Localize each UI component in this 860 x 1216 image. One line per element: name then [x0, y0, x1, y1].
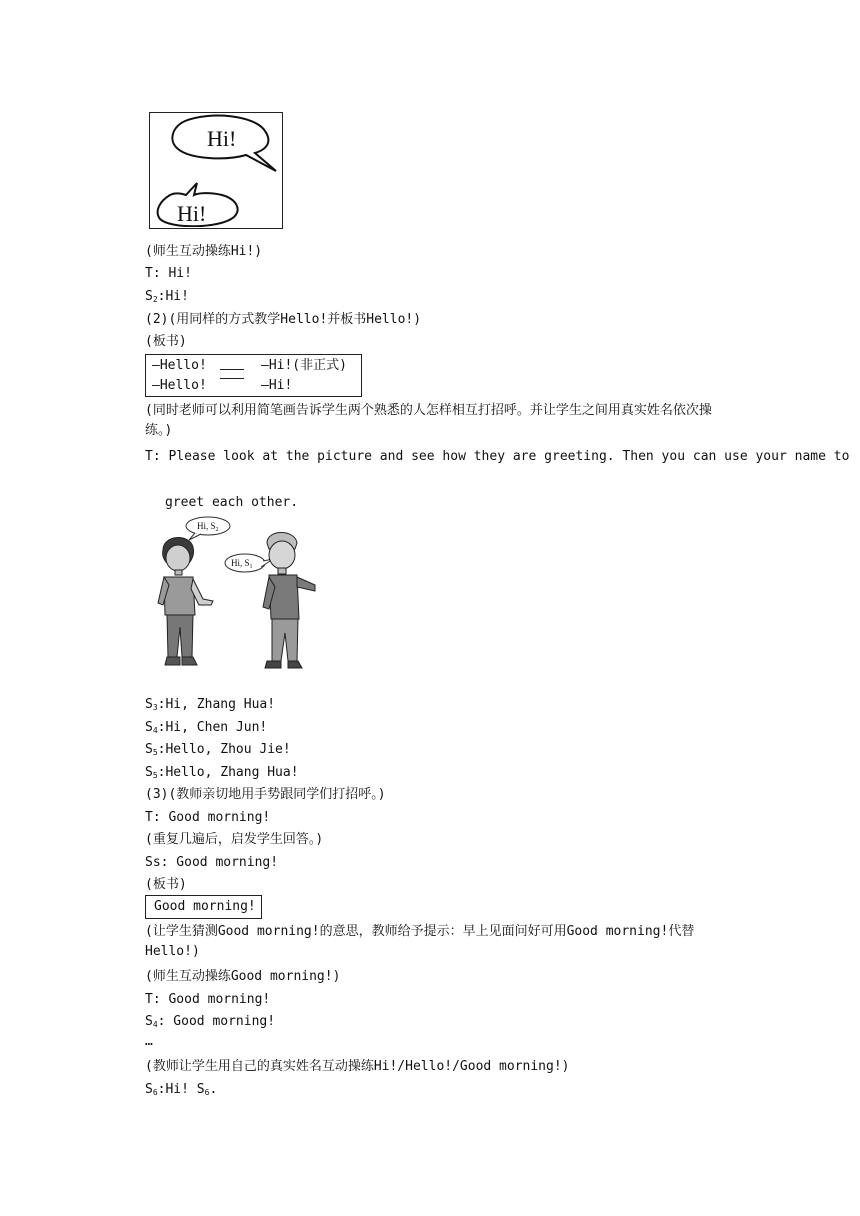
dialogue-line: [145, 287, 189, 310]
speaker: S: [145, 765, 153, 780]
speaker: S: [145, 697, 153, 712]
dialogue-line: [145, 718, 267, 741]
bottom-bubble-text: Hi!: [177, 201, 207, 226]
speaker-subscript: 5: [152, 748, 158, 757]
top-bubble-text: Hi!: [207, 126, 237, 151]
speaker: S: [145, 720, 153, 735]
speaker-subscript: 2: [152, 295, 158, 304]
speaker-subscript: 4: [152, 1020, 158, 1029]
board-row-1-left: —Hello!: [152, 358, 207, 373]
text-line: (重复几遍后，启发学生回答。): [145, 832, 324, 847]
text-line: (板书): [145, 877, 187, 892]
text-line: T: Please look at the picture and see how they are greeting. Then you can use your name to: [145, 449, 850, 464]
left-bubble-text: Hi, $S_2$: [197, 521, 219, 533]
text-line: (教师让学生用自己的真实姓名互动操练Hi!/Hello!/Good morning!): [145, 1059, 570, 1074]
dialogue-line: [145, 1012, 275, 1035]
speaker-subscript: 6: [152, 1088, 158, 1097]
right-bubble-text: Hi, $S_1$: [231, 558, 253, 570]
ellipsis-line: …: [145, 1034, 153, 1049]
speech: :Hello, Zhang Hua!: [157, 765, 299, 780]
speech: :Hello, Zhou Jie!: [157, 742, 291, 757]
speech: :Hi, Chen Jun!: [157, 720, 268, 735]
text-line: (师生互动操练Hi!): [145, 244, 263, 259]
speaker: S: [145, 1082, 153, 1097]
text-line: (2)(用同样的方式教学Hello!并板书Hello!): [145, 312, 422, 327]
speaker: S: [145, 289, 153, 304]
board-row-2-right: —Hi!: [261, 378, 293, 393]
text-paragraph: (同时老师可以利用简笔画告诉学生两个熟悉的人怎样相互打招呼。并让学生之间用真实姓名依次操练。): [145, 403, 712, 438]
equals-sign: [220, 369, 244, 379]
two-boys-greeting-figure: [155, 515, 325, 675]
dialogue-line: [145, 763, 299, 786]
text-line: T: Hi!: [145, 266, 192, 281]
text-line: greet each other.: [165, 495, 299, 510]
text-line: (板书): [145, 334, 187, 349]
speech: :Hi! S: [157, 1082, 205, 1097]
speech-end: .: [209, 1082, 218, 1097]
dialogue-line: [145, 695, 275, 718]
speaker-subscript: 3: [152, 703, 158, 712]
text-line: T: Good morning!: [145, 810, 271, 825]
text-line: Ss: Good morning!: [145, 855, 279, 870]
hi-bubbles-figure: [149, 112, 283, 229]
blackboard-box-good-morning: Good morning!: [145, 895, 262, 919]
blackboard-box-hello: [145, 354, 362, 397]
board-row-2-left: —Hello!: [152, 378, 207, 393]
dialogue-line: [145, 740, 291, 763]
speaker-subscript: 5: [152, 771, 158, 780]
speaker: S: [145, 742, 153, 757]
speaker-subscript: 4: [152, 726, 158, 735]
boys-illustration: [155, 515, 325, 675]
dialogue-line: [145, 1080, 217, 1103]
speaker-subscript: 6: [204, 1088, 210, 1097]
speech: :Hi!: [157, 289, 189, 304]
right-boy: [263, 533, 315, 669]
speaker: S: [145, 1014, 153, 1029]
speech: : Good morning!: [157, 1014, 276, 1029]
text-line: (3)(教师亲切地用手势跟同学们打招呼。): [145, 787, 386, 802]
speech: :Hi, Zhang Hua!: [157, 697, 276, 712]
left-boy: [158, 538, 213, 665]
text-line: T: Good morning!: [145, 992, 271, 1007]
board-row-1-right: —Hi!(非正式): [261, 358, 347, 373]
text-paragraph: (让学生猜测Good morning!的意思，教师给予提示：早上见面问好可用Good morning!代替Hello!): [145, 924, 695, 959]
speech-bubbles-illustration: [150, 113, 281, 227]
text-line: (师生互动操练Good morning!): [145, 969, 341, 984]
